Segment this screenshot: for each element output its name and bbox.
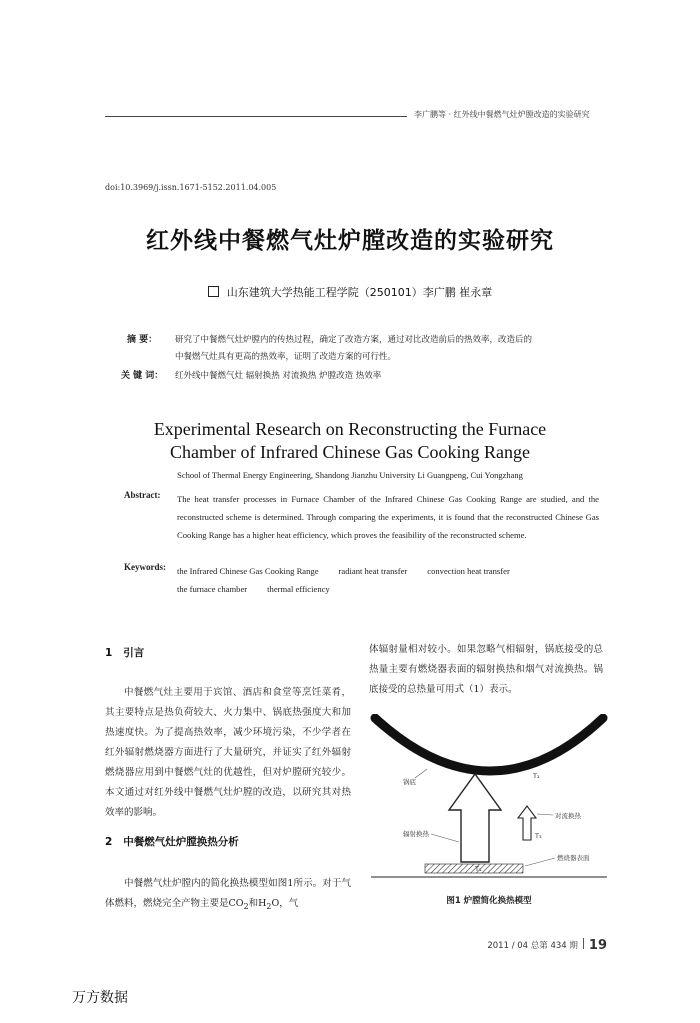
section-2-paragraph	[105, 874, 351, 917]
abstract-en-text: The heat transfer processes in Furnace Chamber of the Infrared Chinese Gas Cooking Range are studied, and the reconstructed scheme is determined. Through comparing the experiments, it is found that the reconstructed Chinese Gas Cooking Range has a higher heat efficiency, which proves the feasibility of the reconstructed scheme.	[177, 494, 599, 540]
abstract-cn-line: 研究了中餐燃气灶炉膛内的传热过程，确定了改造方案，通过对比改造前后的热效率，改造后的	[175, 335, 533, 345]
convection-label: 对流换热	[555, 812, 581, 820]
abstract-cn-line: 中餐燃气灶具有更高的热效率，证明了改造方案的可行性。	[175, 352, 397, 362]
burner-surface	[425, 864, 523, 873]
radiation-label: 辐射换热	[403, 830, 429, 838]
keyword-en: radiant heat transfer	[338, 566, 408, 576]
subscript: 2	[266, 901, 272, 911]
footer-divider	[583, 938, 584, 949]
checkbox-square-icon	[208, 286, 219, 297]
right-column-paragraph: 体辐射量相对较小。如果忽略气相辐射，锅底接受的总热量主要有燃烧器表面的辐射换热和烟气对流换热。锅底接受的总热量可用式（1）表示。	[369, 644, 603, 695]
abstract-cn-label: 摘 要：	[127, 335, 158, 345]
figure-caption: 图1 炉膛简化换热模型	[446, 896, 532, 906]
doi: doi:10.3969/j.issn.1671-5152.2011.04.005	[105, 183, 277, 192]
section-number: 1	[105, 647, 113, 659]
pot-bottom-arc	[375, 718, 603, 771]
keywords-cn-label: 关 键 词：	[121, 371, 164, 381]
abstract-en-label: Abstract:	[124, 490, 161, 500]
formula-h2o: H	[258, 898, 267, 909]
formula-co2: CO	[228, 898, 244, 909]
keyword-en: convection heat transfer	[427, 566, 510, 576]
authors-cn-text: 山东建筑大学热能工程学院（250101）李广鹏 崔永章	[226, 286, 493, 299]
title-en	[0, 418, 700, 464]
keywords-en-list	[177, 562, 599, 598]
authors-cn	[0, 284, 700, 300]
para-text: 和	[248, 898, 259, 909]
watermark: 万方数据	[72, 990, 128, 1006]
burner-surface-label: 燃烧器表面	[557, 854, 590, 862]
pot-bottom-label: 锅底	[403, 778, 416, 786]
running-head: 李广鹏等 · 红外线中餐燃气灶炉膛改造的实验研究	[414, 110, 590, 119]
t3-label: T₃	[535, 832, 542, 840]
para-text: O，气	[271, 898, 299, 909]
para-text: 中餐燃气灶炉膛内的简化换热模型如图1所示。对于气体燃料，燃烧完全产物主要是	[105, 878, 351, 909]
section-2-heading	[105, 834, 239, 849]
abstract-cn-text	[175, 332, 595, 366]
section-1-paragraph: 中餐燃气灶主要用于宾馆、酒店和食堂等烹饪菜肴，其主要特点是热负荷较大、火力集中、锅底热强度大和加热速度快。为了提高热效率，减少环境污染，不少学者在红外辐射燃烧器方面进行了大量研究，并证实了红外辐射燃烧器应用到中餐燃气灶的优越性，但对炉膛研究较少。本文通过对红外线中餐燃气灶炉膛的改造，以研究其对热效率的影响。	[105, 687, 351, 818]
keyword-en: thermal efficiency	[267, 584, 330, 594]
title-cn: 红外线中餐燃气灶炉膛改造的实验研究	[146, 227, 554, 254]
title-en-line: Experimental Research on Reconstructing the Furnace	[153, 419, 547, 439]
title-en-line: Chamber of Infrared Chinese Gas Cooking Range	[170, 442, 530, 462]
keywords-en-label: Keywords:	[124, 562, 166, 572]
section-1-heading	[105, 645, 144, 660]
page-footer	[487, 938, 607, 953]
affiliation-en: School of Thermal Energy Engineering, Shandong Jianzhu University Li Guangpeng, Cui Yongzhang	[177, 470, 523, 480]
heat-transfer-figure	[369, 714, 609, 884]
section-title: 引言	[123, 647, 145, 659]
section-number: 2	[105, 836, 113, 848]
subscript: 2	[243, 901, 249, 911]
page-number: 19	[588, 938, 607, 953]
keywords-cn-text: 红外线中餐燃气灶 辐射换热 对流换热 炉膛改造 热效率	[175, 371, 382, 381]
t2-label: T₂	[533, 772, 540, 780]
header-rule	[105, 116, 407, 117]
section-title: 中餐燃气灶炉膛换热分析	[123, 836, 239, 848]
radiation-arrow-icon	[449, 774, 501, 862]
issue-info: 2011 / 04 总第 434 期	[487, 941, 578, 951]
keyword-en: the Infrared Chinese Gas Cooking Range	[177, 566, 319, 576]
convection-arrow-icon	[518, 806, 536, 840]
keyword-en: the furnace chamber	[177, 584, 248, 594]
